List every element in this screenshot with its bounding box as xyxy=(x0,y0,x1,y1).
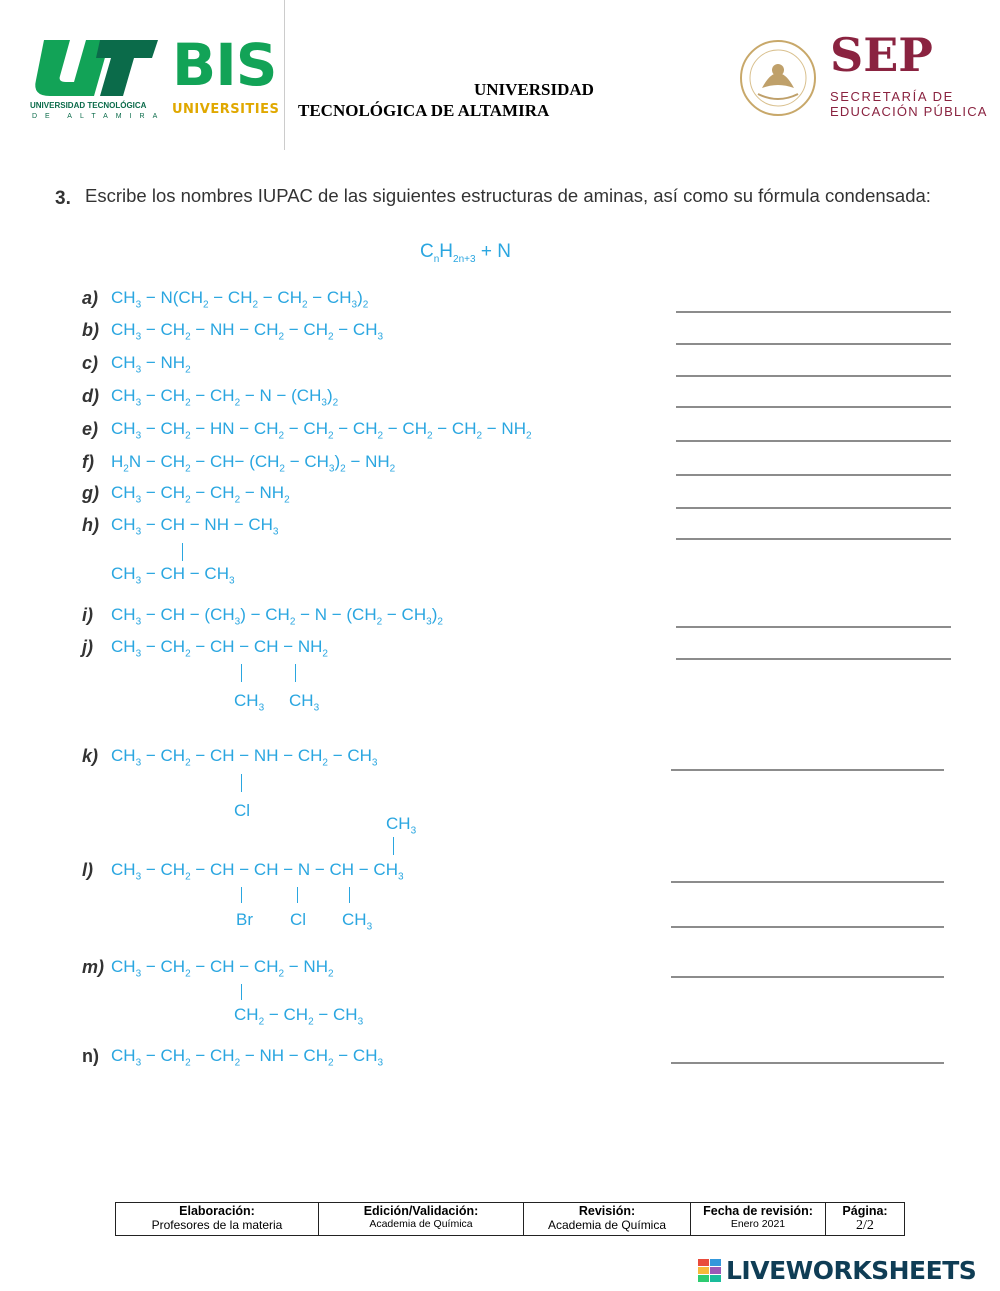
structure-l-bond1 xyxy=(241,887,242,903)
ut-logo xyxy=(30,38,160,105)
answer-line-d[interactable] xyxy=(676,406,951,408)
answer-line-a[interactable] xyxy=(676,311,951,313)
item-label-k: k) xyxy=(82,746,99,766)
sep-subtitle-line2: EDUCACIÓN PÚBLICA xyxy=(830,104,988,119)
answer-line-e[interactable] xyxy=(676,440,951,442)
structure-l-top-branch: $CH_3$ xyxy=(386,814,417,837)
structure-b: $CH_3 - CH_2$ − NH − $CH_2 - CH_2 - CH_3$ xyxy=(111,320,384,343)
structure-j-branch2: $CH_3$ xyxy=(289,691,320,714)
footer-pagina-value: 2/2 xyxy=(856,1218,874,1233)
item-label-m: m) xyxy=(82,957,104,977)
structure-a: $CH_3 - N(CH_2 - CH_2 - CH_2 - CH_3)_2$ xyxy=(111,288,369,311)
structure-l-bond2 xyxy=(297,887,298,903)
footer-revision-label: Revisión: xyxy=(578,1204,636,1218)
answer-line-l2[interactable] xyxy=(671,926,944,928)
structure-d: $CH_3 - CH_2 - CH_2 - N - (CH_3)_2$ xyxy=(111,386,339,409)
structure-i: $CH_3$ − CH − $(CH_3) - CH_2 - N - (CH_2 - CH_3)_2$ xyxy=(111,605,443,628)
structure-m-bond xyxy=(241,984,242,1000)
liveworksheets-icon xyxy=(698,1259,722,1288)
ut-caption-city: DE ALTAMIRA xyxy=(32,113,166,120)
structure-l-main: $CH_3 - CH_2$ − CH − CH − N − CH − $CH_3$ xyxy=(111,860,404,883)
item-label-b: b) xyxy=(82,320,99,340)
answer-line-g[interactable] xyxy=(676,507,951,509)
university-name-line1: UNIVERSIDAD xyxy=(474,80,594,99)
footer-cell-edicion xyxy=(319,1203,524,1236)
footer-cell-pagina xyxy=(826,1203,905,1236)
answer-line-n[interactable] xyxy=(671,1062,944,1064)
footer-elaboracion-value: Profesores de la materia xyxy=(151,1218,283,1232)
footer-fecha-value: Enero 2021 xyxy=(730,1218,786,1230)
item-label-a: a) xyxy=(82,288,99,308)
answer-line-f[interactable] xyxy=(676,474,951,476)
structure-k-bond xyxy=(241,774,242,792)
document-control-table xyxy=(115,1202,905,1236)
answer-line-b[interactable] xyxy=(676,343,951,345)
answer-line-m[interactable] xyxy=(671,976,944,978)
item-label-f: f) xyxy=(82,452,94,472)
footer-cell-elaboracion xyxy=(116,1203,319,1236)
answer-line-h[interactable] xyxy=(676,538,951,540)
structure-n: $CH_3 - CH_2 - CH_2$ − NH − $CH_2 - CH_3$ xyxy=(111,1046,384,1069)
structure-j-bond2 xyxy=(295,664,296,682)
footer-fecha-label: Fecha de revisión: xyxy=(703,1204,813,1218)
structure-m-main: $CH_3 - CH_2$ − CH − $CH_2 - NH_2$ xyxy=(111,957,334,980)
header-divider xyxy=(284,0,285,150)
item-label-n: n) xyxy=(82,1046,99,1066)
footer-cell-revision xyxy=(524,1203,691,1236)
footer-pagina-label: Página: xyxy=(842,1204,888,1218)
general-formula: $C_nH_{2n+3} + N$ xyxy=(420,241,511,265)
item-label-c: c) xyxy=(82,353,99,373)
sep-subtitle-line1: SECRETARÍA DE xyxy=(830,89,954,104)
item-label-i: i) xyxy=(82,605,93,625)
structure-l-top-bond xyxy=(393,837,394,855)
answer-line-l1[interactable] xyxy=(671,881,944,883)
question-text: Escribe los nombres IUPAC de las siguientes estructuras de aminas, así como su fórmula condensada: xyxy=(85,185,931,206)
answer-line-k[interactable] xyxy=(671,769,944,771)
sep-logo-title: SEP xyxy=(830,28,933,82)
structure-l-bond3 xyxy=(349,887,350,903)
structure-c: $CH_3 - NH_2$ xyxy=(111,353,191,376)
structure-m-branch: $CH_2 - CH_2 - CH_3$ xyxy=(234,1005,364,1028)
structure-h-main: $CH_3$ − CH − NH − $CH_3$ xyxy=(111,515,279,538)
structure-l-branch-ch3: $CH_3$ xyxy=(342,910,373,933)
footer-edicion-label: Edición/Validación: xyxy=(363,1204,479,1218)
bis-logo-subtitle: UNIVERSITIES xyxy=(172,102,280,117)
structure-g: $CH_3 - CH_2 - CH_2 - NH_2$ xyxy=(111,483,290,506)
item-label-e: e) xyxy=(82,419,99,439)
structure-j-bond1 xyxy=(241,664,242,682)
footer-elaboracion-label: Elaboración: xyxy=(179,1204,255,1218)
footer-revision-value: Academia de Química xyxy=(547,1218,667,1232)
item-label-j: j) xyxy=(82,637,93,657)
mexico-seal-icon xyxy=(738,38,818,123)
bis-logo-title: BIS xyxy=(172,31,277,99)
structure-k-branch: Cl xyxy=(234,801,251,820)
structure-l-branch-cl: Cl xyxy=(290,910,307,929)
ut-caption: UNIVERSIDAD TECNOLÓGICA xyxy=(30,101,147,110)
answer-line-c[interactable] xyxy=(676,375,951,377)
structure-k-main: $CH_3 - CH_2$ − CH − NH − $CH_2 - CH_3$ xyxy=(111,746,378,769)
structure-j-branch1: $CH_3$ xyxy=(234,691,265,714)
structure-l-branch-br: Br xyxy=(236,910,253,929)
structure-h-branch: $CH_3$ − CH − $CH_3$ xyxy=(111,564,235,587)
liveworksheets-watermark: LIVEWORKSHEETS xyxy=(726,1256,977,1285)
answer-line-i[interactable] xyxy=(676,626,951,628)
question-number: 3. xyxy=(55,188,71,209)
footer-edicion-value: Academia de Química xyxy=(369,1218,473,1230)
structure-j-main: $CH_3 - CH_2$ − CH − CH − $NH_2$ xyxy=(111,637,328,660)
structure-h-bond xyxy=(182,543,183,561)
structure-f: $H_2N - CH_2 - CH- (CH_2 - CH_3)_2 - NH_2$ xyxy=(111,452,396,475)
item-label-h: h) xyxy=(82,515,99,535)
answer-line-j[interactable] xyxy=(676,658,951,660)
structure-e: $CH_3 - CH_2$ − HN − $CH_2 - CH_2 - CH_2 - CH_2 - CH_2 - NH_2$ xyxy=(111,419,532,442)
university-name-line2: TECNOLÓGICA DE ALTAMIRA xyxy=(298,101,550,120)
footer-cell-fecha xyxy=(691,1203,826,1236)
item-label-l: l) xyxy=(82,860,93,880)
item-label-g: g) xyxy=(82,483,99,503)
item-label-d: d) xyxy=(82,386,99,406)
